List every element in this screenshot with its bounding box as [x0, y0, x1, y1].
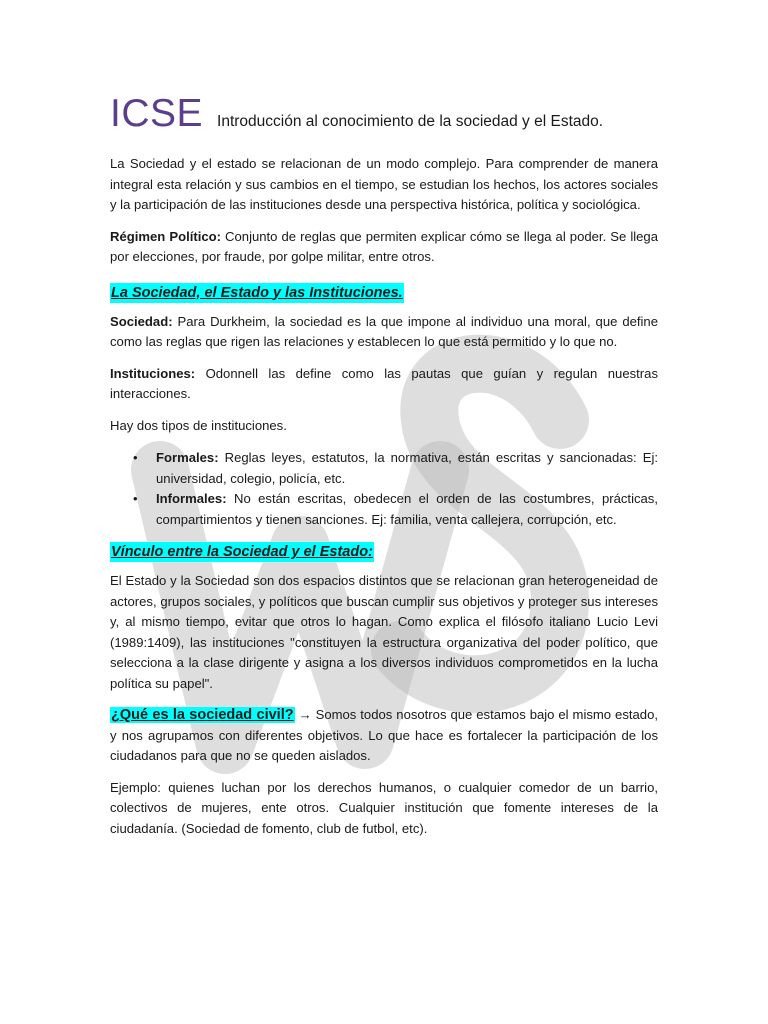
regimen-term: Régimen Político:	[110, 228, 221, 244]
informales-text: No están escritas, obedecen el orden de las costumbres, prácticas, compartimientos y tienen sanciones. Ej: familia, venta callejera, corrupción, etc.	[156, 491, 658, 527]
ejemplo-paragraph: Ejemplo: quienes luchan por los derechos humanos, o cualquier comedor de un barrio, colectivos de mujeres, ente otros. Cualquier institución que fomente intereses de la ciudadanía. (Sociedad de fomento, club de futbol, etc).	[110, 779, 658, 836]
sociedad-civil-text: → Somos todos nosotros que estamos bajo el mismo estado, y nos agrupamos con diferentes objetivos. Lo que hace es fortalecer la participación de los ciudadanos para que no se queden aislados.	[110, 707, 658, 763]
tipos-intro: Hay dos tipos de instituciones.	[110, 417, 287, 433]
vinculo-paragraph: El Estado y la Sociedad son dos espacios distintos que se relacionan gran heterogeneidad de actores, grupos sociales, y políticos que buscan cumplir sus objetivos y proteger sus intereses y, al mismo tiempo, evitar que otros lo hagan. Como explica el filósofo italiano Lucio Levi (1989:1409), las instituciones "constituyen la estructura organizativa del poder político, que selecciona a la clase dirigente y asigna a los diversos individuos comprometidos en la lucha política su papel".	[110, 573, 658, 691]
institution-types-list	[110, 448, 658, 530]
sociedad-text: Para Durkheim, la sociedad es la que impone al individuo una moral, que define como las reglas que rigen las relaciones y establecen lo que está permitido y lo que no.	[110, 313, 658, 349]
sociedad-term: Sociedad:	[110, 313, 173, 329]
regimen-paragraph	[110, 227, 658, 268]
bullet-icon: •	[133, 491, 138, 506]
section-heading-vinculo: Vínculo entre la Sociedad y el Estado:	[111, 544, 373, 560]
instituciones-term: Instituciones:	[110, 365, 196, 381]
sociedad-civil-paragraph	[110, 705, 658, 767]
section-heading-sociedad-estado: La Sociedad, el Estado y las Instituciones.	[111, 284, 403, 301]
document-subtitle: Introducción al conocimiento de la sociedad y el Estado.	[217, 113, 604, 130]
formales-term: Formales:	[156, 450, 219, 465]
list-item-formales	[133, 448, 658, 489]
bullet-icon: •	[133, 450, 138, 465]
sociedad-paragraph	[110, 312, 658, 353]
document-page	[110, 92, 658, 850]
intro-paragraph: La Sociedad y el estado se relacionan de un modo complejo. Para comprender de manera integral esta relación y sus cambios en el tiempo, se estudian los hechos, los actores sociales y la participación de las instituciones desde una perspectiva histórica, política y sociológica.	[110, 156, 658, 212]
section-heading-sociedad-civil: ¿Qué es la sociedad civil?	[111, 707, 294, 723]
brand-title: ICSE	[110, 92, 204, 135]
regimen-text: Conjunto de reglas que permiten explicar cómo se llega al poder. Se llega por elecciones, por fraude, por golpe militar, entre otros.	[110, 228, 658, 264]
title-row	[110, 92, 658, 136]
formales-text: Reglas leyes, estatutos, la normativa, están escritas y sancionadas: Ej: universidad, colegio, policía, etc.	[156, 450, 658, 486]
list-item-informales	[133, 489, 658, 530]
instituciones-text: Odonnell las define como las pautas que guían y regulan nuestras interacciones.	[110, 365, 658, 401]
informales-term: Informales:	[156, 491, 227, 506]
instituciones-paragraph	[110, 364, 658, 405]
